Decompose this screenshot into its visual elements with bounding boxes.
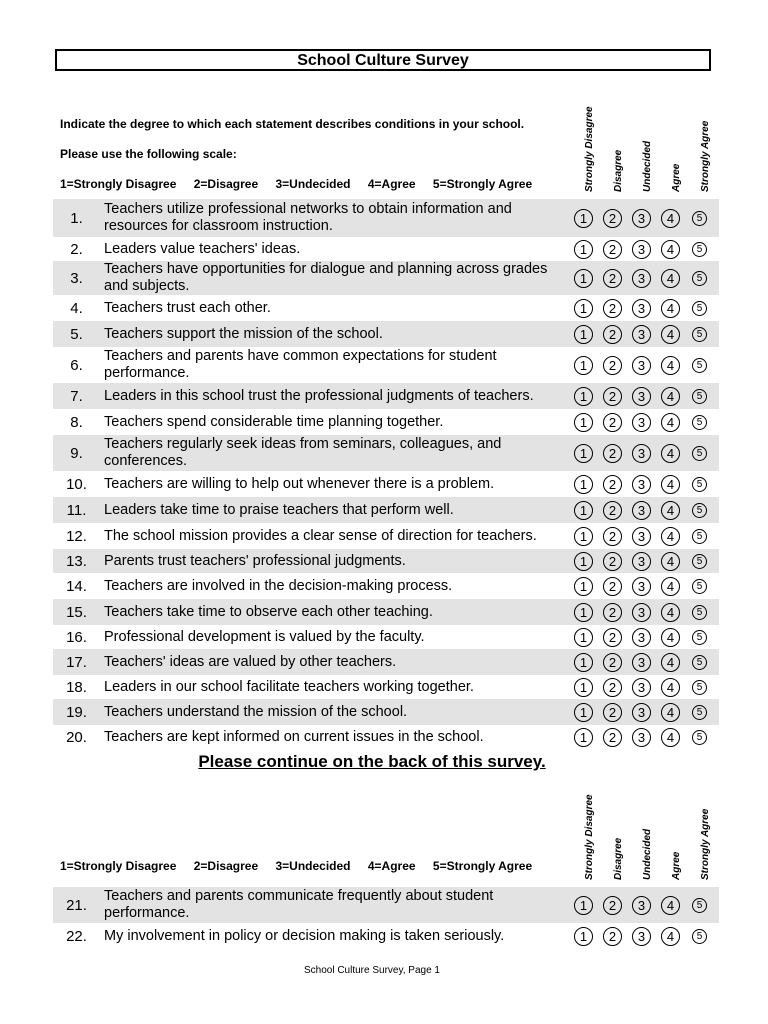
- rating-option-4[interactable]: 4: [661, 703, 680, 722]
- rating-option-4[interactable]: 4: [661, 577, 680, 596]
- survey-item-row: [53, 725, 719, 749]
- rating-option-4[interactable]: 4: [661, 896, 680, 915]
- rating-option-4[interactable]: 4: [661, 728, 680, 747]
- rating-option-3[interactable]: 3: [632, 501, 651, 520]
- scale-item: 4=Agree: [367, 859, 416, 873]
- item-number: 17.: [66, 653, 87, 671]
- rating-option-2[interactable]: 2: [603, 299, 622, 318]
- rating-option-4[interactable]: 4: [661, 603, 680, 622]
- rating-option-3[interactable]: 3: [632, 603, 651, 622]
- rating-option-2[interactable]: 2: [603, 413, 622, 432]
- rating-option-2[interactable]: 2: [603, 325, 622, 344]
- rating-option-3[interactable]: 3: [632, 927, 651, 946]
- rating-option-2[interactable]: 2: [603, 728, 622, 747]
- survey-item-row: [53, 237, 719, 261]
- rating-choices: [574, 237, 717, 261]
- rating-option-1[interactable]: 1: [574, 299, 593, 318]
- survey-item-row: [53, 497, 719, 523]
- rating-option-5[interactable]: 5: [692, 898, 707, 913]
- rating-option-5[interactable]: 5: [692, 327, 707, 342]
- rating-choices: [574, 409, 717, 435]
- rating-option-5[interactable]: 5: [692, 929, 707, 944]
- item-statement: Leaders in this school trust the professional judgments of teachers.: [104, 387, 534, 404]
- column-header-strongly-agree: Strongly Agree: [700, 808, 711, 880]
- item-number: 3.: [70, 269, 83, 287]
- rating-option-5[interactable]: 5: [692, 529, 707, 544]
- survey-item-row: [53, 321, 719, 347]
- rating-option-1[interactable]: 1: [574, 209, 593, 228]
- rating-option-4[interactable]: 4: [661, 552, 680, 571]
- rating-choices: [574, 435, 717, 471]
- rating-option-4[interactable]: 4: [661, 209, 680, 228]
- item-number: 10.: [66, 475, 87, 493]
- item-number: 16.: [66, 628, 87, 646]
- rating-option-3[interactable]: 3: [632, 653, 651, 672]
- rating-choices: [574, 923, 717, 949]
- item-statement: Teachers trust each other.: [104, 299, 271, 316]
- item-statement: Teachers and parents have common expectations for student performance.: [104, 348, 497, 381]
- scale-item: 2=Disagree: [193, 859, 259, 873]
- rating-option-2[interactable]: 2: [603, 501, 622, 520]
- rating-option-1[interactable]: 1: [574, 356, 593, 375]
- rating-choices: [574, 199, 717, 237]
- rating-option-3[interactable]: 3: [632, 413, 651, 432]
- rating-option-2[interactable]: 2: [603, 577, 622, 596]
- item-statement: Professional development is valued by the faculty.: [104, 628, 425, 645]
- rating-option-2[interactable]: 2: [603, 240, 622, 259]
- rating-choices: [574, 321, 717, 347]
- rating-option-5[interactable]: 5: [692, 301, 707, 316]
- item-statement: Teachers regularly seek ideas from seminars, colleagues, and conferences.: [104, 436, 502, 469]
- rating-option-5[interactable]: 5: [692, 477, 707, 492]
- item-number: 12.: [66, 527, 87, 545]
- column-header-undecided: Undecided: [642, 828, 653, 880]
- survey-title: School Culture Survey: [55, 49, 711, 71]
- item-number: 14.: [66, 577, 87, 595]
- rating-option-3[interactable]: 3: [632, 356, 651, 375]
- instructions-line2: Please use the following scale:: [60, 147, 237, 161]
- item-statement: Teachers have opportunities for dialogue and planning across grades and subjects.: [104, 261, 548, 294]
- item-statement: Teachers understand the mission of the school.: [104, 703, 408, 720]
- rating-option-1[interactable]: 1: [574, 269, 593, 288]
- rating-option-2[interactable]: 2: [603, 896, 622, 915]
- rating-scale-legend-2: [60, 859, 546, 873]
- item-number: 8.: [70, 413, 83, 431]
- survey-item-row: [53, 471, 719, 497]
- survey-item-row: [53, 549, 719, 573]
- rating-scale-legend: [60, 177, 546, 191]
- rating-option-3[interactable]: 3: [632, 444, 651, 463]
- rating-choices: [574, 649, 717, 675]
- rating-choices: [574, 347, 717, 383]
- rating-option-1[interactable]: 1: [574, 896, 593, 915]
- scale-item: 2=Disagree: [193, 177, 259, 191]
- item-statement: Teachers are kept informed on current issues in the school.: [104, 728, 484, 745]
- rating-option-1[interactable]: 1: [574, 653, 593, 672]
- rating-option-5[interactable]: 5: [692, 579, 707, 594]
- rating-option-4[interactable]: 4: [661, 387, 680, 406]
- rating-option-2[interactable]: 2: [603, 527, 622, 546]
- column-header-undecided: Undecided: [642, 140, 653, 192]
- rating-option-3[interactable]: 3: [632, 552, 651, 571]
- survey-item-row: [53, 923, 719, 949]
- rating-option-5[interactable]: 5: [692, 730, 707, 745]
- item-number: 21.: [66, 896, 87, 914]
- rating-option-4[interactable]: 4: [661, 356, 680, 375]
- rating-option-1[interactable]: 1: [574, 325, 593, 344]
- survey-item-row: [53, 523, 719, 549]
- item-number: 19.: [66, 703, 87, 721]
- column-header-disagree: Disagree: [613, 837, 624, 880]
- rating-option-5[interactable]: 5: [692, 705, 707, 720]
- item-statement: Teachers' ideas are valued by other teachers.: [104, 653, 397, 670]
- rating-option-5[interactable]: 5: [692, 680, 707, 695]
- survey-items-section-1: [53, 199, 719, 749]
- survey-item-row: [53, 649, 719, 675]
- rating-option-3[interactable]: 3: [632, 628, 651, 647]
- rating-option-4[interactable]: 4: [661, 413, 680, 432]
- survey-item-row: [53, 295, 719, 321]
- survey-item-row: [53, 675, 719, 699]
- rating-option-1[interactable]: 1: [574, 703, 593, 722]
- scale-item: 1=Strongly Disagree: [60, 177, 177, 191]
- instructions-line1: Indicate the degree to which each statement describes conditions in your school.: [60, 117, 525, 131]
- rating-option-3[interactable]: 3: [632, 678, 651, 697]
- rating-option-5[interactable]: 5: [692, 554, 707, 569]
- rating-option-2[interactable]: 2: [603, 603, 622, 622]
- rating-option-4[interactable]: 4: [661, 444, 680, 463]
- rating-option-2[interactable]: 2: [603, 444, 622, 463]
- rating-option-1[interactable]: 1: [574, 577, 593, 596]
- column-header-strongly-disagree: Strongly Disagree: [584, 106, 595, 192]
- rating-option-3[interactable]: 3: [632, 209, 651, 228]
- rating-option-4[interactable]: 4: [661, 299, 680, 318]
- rating-option-1[interactable]: 1: [574, 628, 593, 647]
- rating-option-4[interactable]: 4: [661, 927, 680, 946]
- rating-option-5[interactable]: 5: [692, 271, 707, 286]
- column-header-strongly-agree: Strongly Agree: [700, 120, 711, 192]
- scale-item: 1=Strongly Disagree: [60, 859, 177, 873]
- rating-option-4[interactable]: 4: [661, 501, 680, 520]
- rating-choices: [574, 497, 717, 523]
- item-statement: Leaders take time to praise teachers that perform well.: [104, 501, 454, 518]
- rating-option-3[interactable]: 3: [632, 577, 651, 596]
- item-number: 18.: [66, 678, 87, 696]
- page-footer: School Culture Survey, Page 1: [303, 965, 440, 976]
- rating-option-4[interactable]: 4: [661, 325, 680, 344]
- column-header-disagree: Disagree: [613, 149, 624, 192]
- rating-choices: [574, 549, 717, 573]
- item-statement: Teachers are willing to help out whenever there is a problem.: [104, 475, 495, 492]
- item-statement: Teachers are involved in the decision-making process.: [104, 577, 453, 594]
- rating-option-1[interactable]: 1: [574, 552, 593, 571]
- item-number: 13.: [66, 552, 87, 570]
- rating-choices: [574, 573, 717, 599]
- rating-option-5[interactable]: 5: [692, 503, 707, 518]
- rating-option-5[interactable]: 5: [692, 389, 707, 404]
- survey-item-row: [53, 573, 719, 599]
- rating-option-2[interactable]: 2: [603, 209, 622, 228]
- item-statement: Teachers take time to observe each other teaching.: [104, 603, 433, 620]
- rating-option-1[interactable]: 1: [574, 475, 593, 494]
- rating-choices: [574, 471, 717, 497]
- survey-item-row: [53, 383, 719, 409]
- item-statement: Teachers and parents communicate frequently about student performance.: [104, 888, 494, 921]
- item-number: 2.: [70, 240, 83, 258]
- item-statement: The school mission provides a clear sense of direction for teachers.: [104, 527, 537, 544]
- column-header-strongly-disagree: Strongly Disagree: [584, 794, 595, 880]
- rating-option-1[interactable]: 1: [574, 527, 593, 546]
- survey-items-section-2: [53, 887, 719, 949]
- survey-item-row: [53, 261, 719, 295]
- rating-option-1[interactable]: 1: [574, 444, 593, 463]
- continue-notice: Please continue on the back of this survey.: [198, 752, 546, 771]
- rating-choices: [574, 383, 717, 409]
- rating-option-4[interactable]: 4: [661, 653, 680, 672]
- rating-option-5[interactable]: 5: [692, 446, 707, 461]
- rating-option-4[interactable]: 4: [661, 475, 680, 494]
- item-number: 5.: [70, 325, 83, 343]
- rating-option-4[interactable]: 4: [661, 527, 680, 546]
- rating-option-3[interactable]: 3: [632, 269, 651, 288]
- item-number: 15.: [66, 603, 87, 621]
- survey-item-row: [53, 199, 719, 237]
- rating-option-5[interactable]: 5: [692, 415, 707, 430]
- item-statement: Leaders value teachers' ideas.: [104, 240, 301, 257]
- rating-option-2[interactable]: 2: [603, 552, 622, 571]
- rating-option-1[interactable]: 1: [574, 927, 593, 946]
- rating-choices: [574, 725, 717, 749]
- rating-choices: [574, 625, 717, 649]
- rating-option-2[interactable]: 2: [603, 927, 622, 946]
- rating-choices: [574, 675, 717, 699]
- scale-item: 5=Strongly Agree: [432, 177, 533, 191]
- rating-option-2[interactable]: 2: [603, 628, 622, 647]
- rating-option-5[interactable]: 5: [692, 630, 707, 645]
- item-statement: Teachers utilize professional networks to obtain information and resources for classroom instruction.: [104, 201, 512, 234]
- rating-option-1[interactable]: 1: [574, 413, 593, 432]
- rating-option-2[interactable]: 2: [603, 703, 622, 722]
- rating-option-3[interactable]: 3: [632, 387, 651, 406]
- survey-item-row: [53, 625, 719, 649]
- scale-item: 3=Undecided: [275, 177, 351, 191]
- item-number: 6.: [70, 356, 83, 374]
- item-number: 11.: [66, 501, 87, 519]
- survey-item-row: [53, 599, 719, 625]
- survey-item-row: [53, 887, 719, 923]
- item-number: 4.: [70, 299, 83, 317]
- rating-choices: [574, 699, 717, 725]
- rating-option-3[interactable]: 3: [632, 527, 651, 546]
- item-number: 7.: [70, 387, 83, 405]
- survey-item-row: [53, 409, 719, 435]
- rating-option-3[interactable]: 3: [632, 475, 651, 494]
- rating-option-5[interactable]: 5: [692, 655, 707, 670]
- rating-option-3[interactable]: 3: [632, 728, 651, 747]
- rating-option-3[interactable]: 3: [632, 703, 651, 722]
- item-number: 22.: [66, 927, 87, 945]
- rating-option-3[interactable]: 3: [632, 299, 651, 318]
- column-header-agree: Agree: [671, 851, 682, 880]
- rating-option-5[interactable]: 5: [692, 605, 707, 620]
- rating-option-1[interactable]: 1: [574, 387, 593, 406]
- rating-choices: [574, 599, 717, 625]
- rating-option-1[interactable]: 1: [574, 240, 593, 259]
- rating-option-4[interactable]: 4: [661, 678, 680, 697]
- rating-option-2[interactable]: 2: [603, 387, 622, 406]
- rating-option-1[interactable]: 1: [574, 603, 593, 622]
- rating-option-2[interactable]: 2: [603, 678, 622, 697]
- rating-choices: [574, 295, 717, 321]
- item-number: 20.: [66, 728, 87, 746]
- column-header-agree: Agree: [671, 163, 682, 192]
- rating-choices: [574, 261, 717, 295]
- item-number: 9.: [70, 444, 83, 462]
- rating-option-3[interactable]: 3: [632, 896, 651, 915]
- rating-option-5[interactable]: 5: [692, 211, 707, 226]
- rating-option-5[interactable]: 5: [692, 242, 707, 257]
- item-number: 1.: [70, 209, 83, 227]
- rating-choices: [574, 523, 717, 549]
- scale-item: 5=Strongly Agree: [432, 859, 533, 873]
- item-statement: Parents trust teachers' professional judgments.: [104, 552, 406, 569]
- rating-option-4[interactable]: 4: [661, 269, 680, 288]
- rating-option-3[interactable]: 3: [632, 240, 651, 259]
- item-statement: Leaders in our school facilitate teachers working together.: [104, 678, 474, 695]
- rating-option-5[interactable]: 5: [692, 358, 707, 373]
- rating-option-2[interactable]: 2: [603, 653, 622, 672]
- item-statement: My involvement in policy or decision making is taken seriously.: [104, 927, 505, 944]
- rating-choices: [574, 887, 717, 923]
- survey-item-row: [53, 435, 719, 471]
- rating-option-4[interactable]: 4: [661, 240, 680, 259]
- rating-option-4[interactable]: 4: [661, 628, 680, 647]
- rating-option-1[interactable]: 1: [574, 501, 593, 520]
- item-statement: Teachers support the mission of the school.: [104, 325, 383, 342]
- rating-option-1[interactable]: 1: [574, 678, 593, 697]
- item-statement: Teachers spend considerable time planning together.: [104, 413, 444, 430]
- scale-item: 4=Agree: [367, 177, 416, 191]
- rating-option-2[interactable]: 2: [603, 356, 622, 375]
- survey-item-row: [53, 699, 719, 725]
- rating-option-1[interactable]: 1: [574, 728, 593, 747]
- survey-item-row: [53, 347, 719, 383]
- rating-option-3[interactable]: 3: [632, 325, 651, 344]
- rating-option-2[interactable]: 2: [603, 475, 622, 494]
- scale-item: 3=Undecided: [275, 859, 351, 873]
- rating-option-2[interactable]: 2: [603, 269, 622, 288]
